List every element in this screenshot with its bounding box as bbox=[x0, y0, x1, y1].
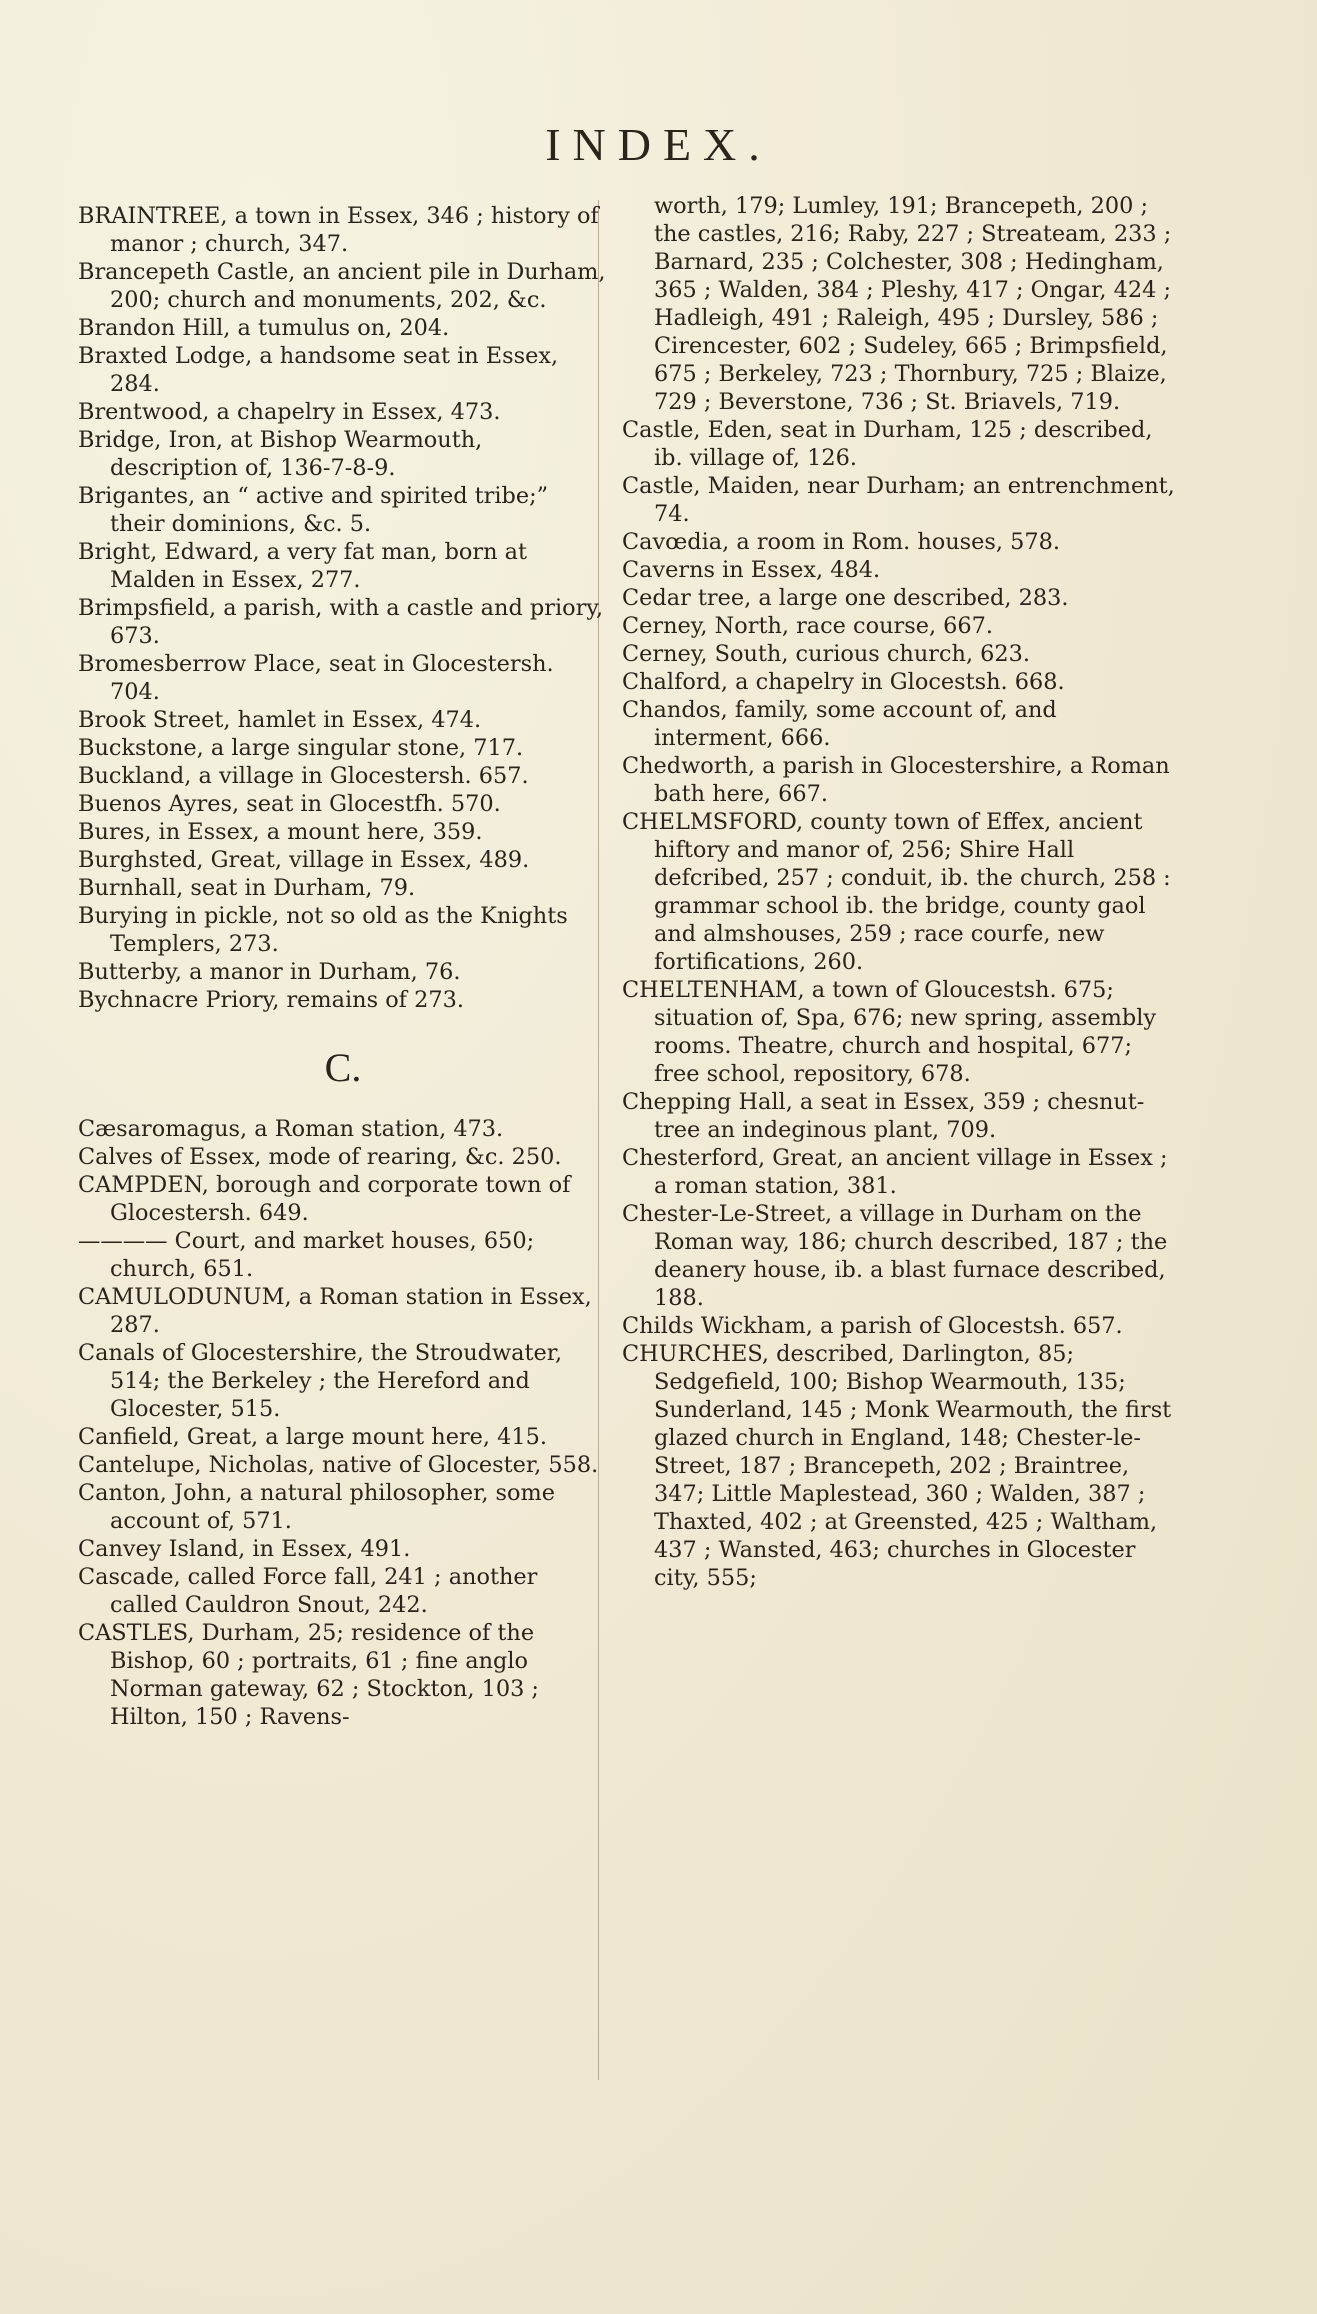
index-entry: Chepping Hall, a seat in Essex, 359 ; chesnut-tree an indeginous plant, 709. bbox=[622, 1089, 1145, 1143]
index-entry: Burghsted, Great, village in Essex, 489. bbox=[78, 847, 530, 873]
index-entry: Bridge, Iron, at Bishop Wearmouth, description of, 136-7-8-9. bbox=[78, 427, 483, 481]
index-entry: Buckstone, a large singular stone, 717. bbox=[78, 735, 524, 761]
section-letter: C. bbox=[324, 1045, 362, 1090]
index-entry: Cantelupe, Nicholas, native of Glocester, 558. bbox=[78, 1452, 599, 1478]
index-entry: Buenos Ayres, seat in Glocestfh. 570. bbox=[78, 791, 501, 817]
index-entry: Brimpsfield, a parish, with a castle and priory, 673. bbox=[78, 595, 604, 649]
index-entry: Burnhall, seat in Durham, 79. bbox=[78, 875, 416, 901]
index-entry: Chalford, a chapelry in Glocestsh. 668. bbox=[622, 669, 1065, 695]
index-entry: Canals of Glocestershire, the Stroudwater, 514; the Berkeley ; the Hereford and Glocester, 515. bbox=[78, 1340, 563, 1422]
index-entry: Brigantes, an “ active and spirited tribe;” their dominions, &c. 5. bbox=[78, 483, 549, 537]
index-entry: CAMPDEN, borough and corporate town of Glocestersh. 649. bbox=[78, 1172, 571, 1226]
index-entry: Castle, Eden, seat in Durham, 125 ; described, ib. village of, 126. bbox=[622, 417, 1153, 471]
index-entry: Bromesberrow Place, seat in Glocestersh. 704. bbox=[78, 651, 554, 705]
index-entry: Cascade, called Force fall, 241 ; another called Cauldron Snout, 242. bbox=[78, 1564, 538, 1618]
page-title: INDEX. bbox=[545, 119, 772, 170]
index-entry: Caverns in Essex, 484. bbox=[622, 557, 881, 583]
index-entry: Chester-Le-Street, a village in Durham on the Roman way, 186; church described, 187 ; the deanery house, ib. a blast furnace described, 188. bbox=[622, 1201, 1168, 1311]
index-entry: Cæsaromagus, a Roman station, 473. bbox=[78, 1116, 504, 1142]
index-entry: Chedworth, a parish in Glocestershire, a Roman bath here, 667. bbox=[622, 753, 1170, 807]
index-entry: Canfield, Great, a large mount here, 415. bbox=[78, 1424, 548, 1450]
index-entry: Bychnacre Priory, remains of 273. bbox=[78, 987, 464, 1013]
index-entry: Butterby, a manor in Durham, 76. bbox=[78, 959, 461, 985]
index-entry: Cerney, North, race course, 667. bbox=[622, 613, 994, 639]
index-entry: Bures, in Essex, a mount here, 359. bbox=[78, 819, 483, 845]
index-entry: Brandon Hill, a tumulus on, 204. bbox=[78, 315, 450, 341]
index-entry: Bright, Edward, a very fat man, born at Malden in Essex, 277. bbox=[78, 539, 527, 593]
index-entry: Cedar tree, a large one described, 283. bbox=[622, 585, 1069, 611]
index-entry: ———— Court, and market houses, 650; church, 651. bbox=[78, 1228, 535, 1282]
index-entry: BRAINTREE, a town in Essex, 346 ; history of manor ; church, 347. bbox=[78, 203, 599, 257]
index-entry: CHURCHES, described, Darlington, 85; Sedgefield, 100; Bishop Wearmouth, 135; Sunderland, 145 ; Monk Wearmouth, the first glazed church in England, 148; Chester-le-Street, 187 ; Brancepeth, 202 ; Braintree, 347; Little Maplestead, 360 ; Walden, 387 ; Thaxted, 402 ; at Greensted, 425 ; Waltham, 437 ; Wansted, 463; churches in Glocester city, 555; bbox=[622, 1341, 1172, 1591]
index-entry: Canton, John, a natural philosopher, some account of, 571. bbox=[78, 1480, 556, 1534]
index-entry: Chandos, family, some account of, and interment, 666. bbox=[622, 697, 1057, 751]
index-entry: CHELTENHAM, a town of Gloucestsh. 675; situation of, Spa, 676; new spring, assembly rooms. Theatre, church and hospital, 677; free school, repository, 678. bbox=[622, 977, 1157, 1087]
index-entry: Castle, Maiden, near Durham; an entrenchment, 74. bbox=[622, 473, 1175, 527]
index-entry-continuation: worth, 179; Lumley, 191; Brancepeth, 200 ; the castles, 216; Raby, 227 ; Streateam, 233 ; Barnard, 235 ; Colchester, 308 ; Hedingham, 365 ; Walden, 384 ; Pleshy, 417 ; Ongar, 424 ; Hadleigh, 491 ; Raleigh, 495 ; Dursley, 586 ; Cirencester, 602 ; Sudeley, 665 ; Brimpsfield, 675 ; Berkeley, 723 ; Thornbury, 725 ; Blaize, 729 ; Beverstone, 736 ; St. Briavels, 719. bbox=[654, 193, 1172, 415]
left-column bbox=[78, 202, 608, 1731]
index-entry: Burying in pickle, not so old as the Knights Templers, 273. bbox=[78, 903, 568, 957]
index-entry: Calves of Essex, mode of rearing, &c. 250. bbox=[78, 1144, 562, 1170]
index-entry: Brentwood, a chapelry in Essex, 473. bbox=[78, 399, 501, 425]
index-entry: Brancepeth Castle, an ancient pile in Durham, 200; church and monuments, 202, &c. bbox=[78, 259, 606, 313]
index-entry: CASTLES, Durham, 25; residence of the Bishop, 60 ; portraits, 61 ; fine anglo Norman gateway, 62 ; Stockton, 103 ; Hilton, 150 ; Ravens- bbox=[78, 1620, 539, 1730]
index-entry: Chesterford, Great, an ancient village in Essex ; a roman station, 381. bbox=[622, 1145, 1168, 1199]
index-entry: Buckland, a village in Glocestersh. 657. bbox=[78, 763, 529, 789]
index-entry: Cavœdia, a room in Rom. houses, 578. bbox=[622, 529, 1060, 555]
index-entry: Canvey Island, in Essex, 491. bbox=[78, 1536, 411, 1562]
right-column bbox=[622, 192, 1178, 1592]
index-entry: CAMULODUNUM, a Roman station in Essex, 287. bbox=[78, 1284, 592, 1338]
index-entry: Braxted Lodge, a handsome seat in Essex, 284. bbox=[78, 343, 559, 397]
index-entry: Cerney, South, curious church, 623. bbox=[622, 641, 1031, 667]
index-entry: Childs Wickham, a parish of Glocestsh. 657. bbox=[622, 1313, 1123, 1339]
index-entry: Brook Street, hamlet in Essex, 474. bbox=[78, 707, 482, 733]
index-entry: CHELMSFORD, county town of Effex, ancient hiftory and manor of, 256; Shire Hall defcribed, 257 ; conduit, ib. the church, 258 : grammar school ib. the bridge, county gaol and almshouses, 259 ; race courfe, new fortifications, 260. bbox=[622, 809, 1171, 975]
